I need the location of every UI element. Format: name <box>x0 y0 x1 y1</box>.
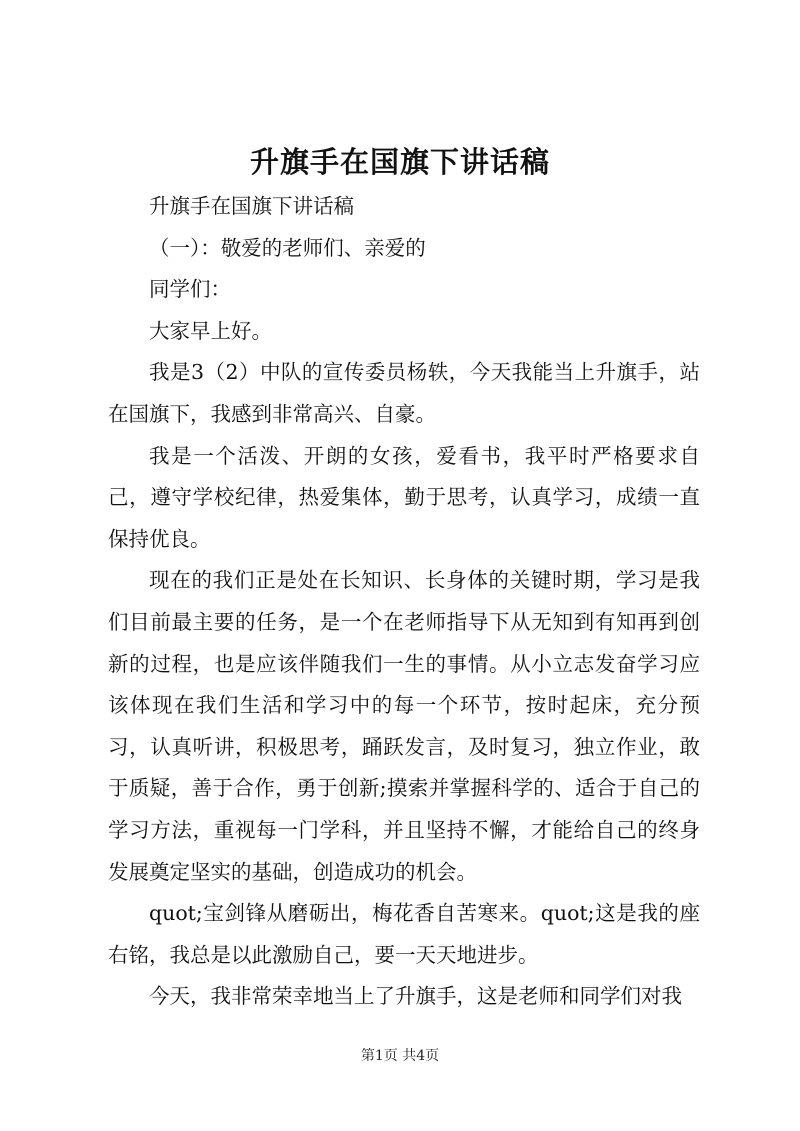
paragraph-personality: 我是一个活泼、开朗的女孩，爱看书，我平时严格要求自己，遵守学校纪律，热爱集体，勤于思考，认真学习，成绩一直保持优良。 <box>108 443 700 551</box>
document-title: 升旗手在国旗下讲话稿 <box>249 145 550 179</box>
paragraph-honor: 今天，我非常荣幸地当上了升旗手，这是老师和同学们对我 <box>149 984 682 1009</box>
paragraph-study: 现在的我们正是处在长知识、长身体的关键时期，学习是我们目前最主要的任务，是一个在老师指导下从无知到有知再到创新的过程，也是应该伴随我们一生的事情。从小立志发奋学习应该体现在我们生活和学习中的每一个环节，按时起床，充分预习，认真听讲，积极思考，踊跃发言，及时复习，独立作业，敢于质疑，善于合作，勇于创新;摸索并掌握科学的、适合于自己的学习方法，重视每一门学科，并且坚持不懈，才能给自己的终身发展奠定坚实的基础，创造成功的机会。 <box>108 568 700 884</box>
page-number-footer: 第1页 共4页 <box>360 1048 440 1064</box>
paragraph-self-introduction: 我是3（2）中队的宣传委员杨轶，今天我能当上升旗手，站在国旗下，我感到非常高兴、自豪。 <box>108 360 700 426</box>
paragraph-motto: quot;宝剑锋从磨砺出，梅花香自苦寒来。quot;这是我的座右铭，我总是以此激励自己，要一天天地进步。 <box>108 901 700 967</box>
paragraph-greeting-continued: 同学们： <box>149 277 231 302</box>
paragraph-good-morning: 大家早上好。 <box>149 318 272 343</box>
paragraph-section-heading: （一）：敬爱的老师们、亲爱的 <box>149 235 426 260</box>
document-body <box>108 186 700 1018</box>
paragraph-subtitle: 升旗手在国旗下讲话稿 <box>149 194 354 218</box>
